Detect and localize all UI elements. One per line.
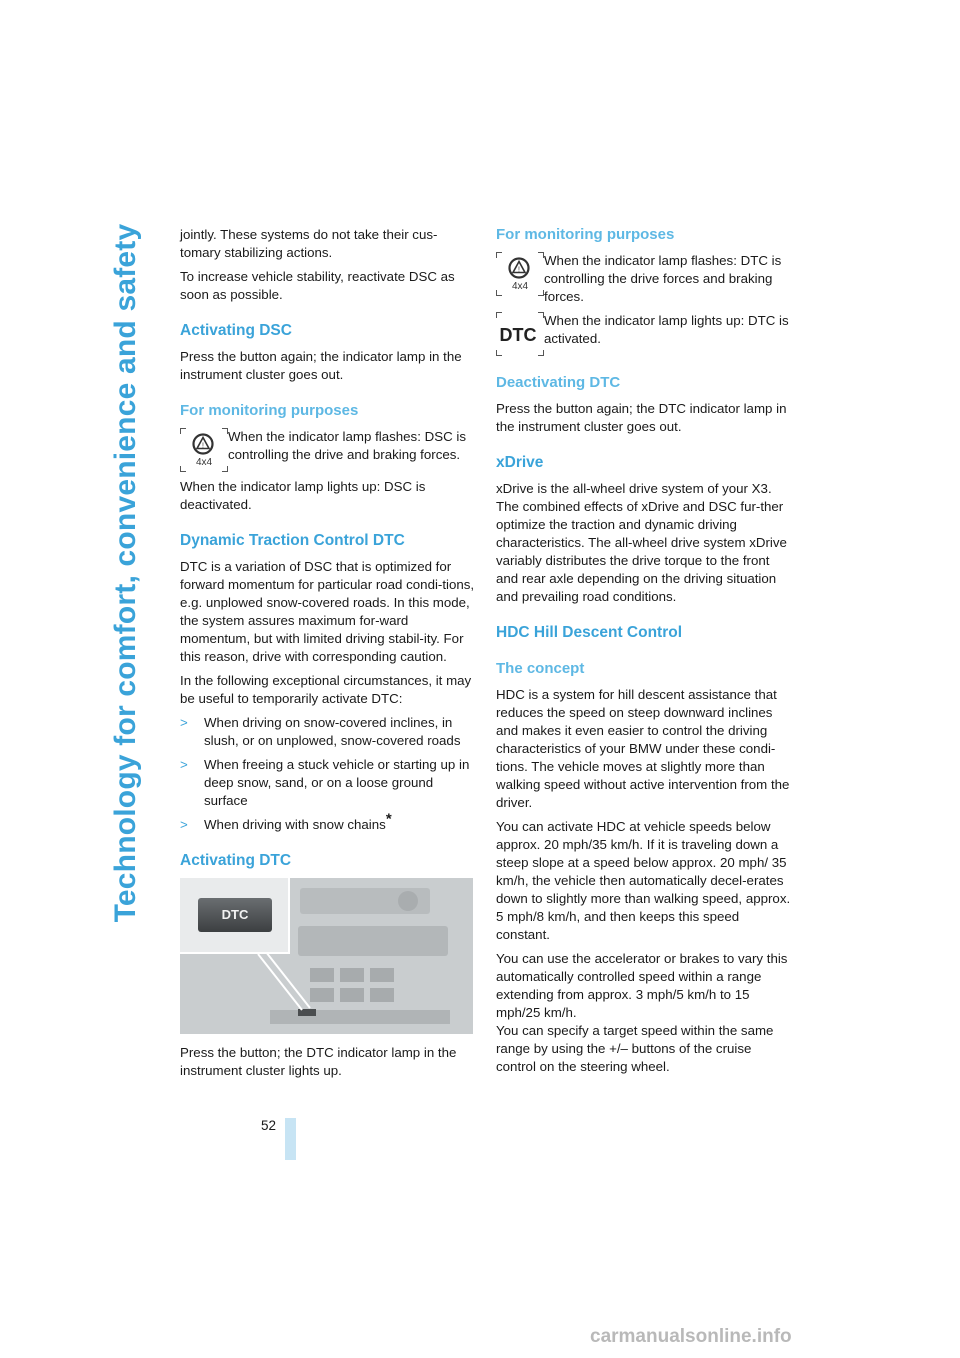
heading-hdc: HDC Hill Descent Control: [496, 624, 683, 641]
svg-text:!: !: [518, 266, 520, 274]
bullet-marker: >: [180, 757, 188, 772]
bullet-text: When driving with snow chains: [204, 817, 386, 832]
bullet-text: When driving on snow-covered inclines, in slush, or on unplowed, snow-covered roads: [204, 715, 461, 748]
svg-text:4x4: 4x4: [511, 281, 529, 292]
dtc-on-text: When the indicator lamp lights up: DTC is activated.: [544, 313, 789, 346]
xdrive-text: xDrive is the all-wheel drive system of your X3. The combined effects of xDrive and DSC fur-ther optimize the traction and dynamic driving characteristics. The all-wheel drive system xDrive variably distributes the drive torque to the front and rear axle depending on the driving situation and prevailing road conditions.: [496, 481, 787, 604]
heading-activating-dtc: Activating DTC: [180, 852, 292, 869]
intro-paragraph-2: To increase vehicle stability, reactivate DSC as soon as possible.: [180, 269, 455, 302]
list-item: [180, 756, 478, 810]
heading-dtc: Dynamic Traction Control DTC: [180, 532, 405, 549]
hdc-paragraph-3: You can use the accelerator or brakes to vary this automatically controlled speed within a range extending from approx. 3 mph/5 km/h to 15 mph/25 km/h.: [496, 951, 788, 1020]
svg-text:4x4: 4x4: [195, 457, 213, 468]
dsc-flash-lamp-row: [180, 428, 478, 472]
side-title-text: Technology for comfort, convenience and safety: [109, 223, 142, 923]
dtc-flash-text: When the indicator lamp flashes: DTC is controlling the drive forces and braking forces.: [544, 253, 782, 304]
dtc-on-lamp-row: [496, 312, 794, 356]
svg-text:!: !: [202, 442, 204, 450]
heading-xdrive: xDrive: [496, 454, 544, 471]
dsc-on-text: When the indicator lamp lights up: DSC is deactivated.: [180, 479, 426, 512]
bullet-marker: >: [180, 715, 188, 730]
heading-monitoring-dsc: For monitoring purposes: [180, 402, 359, 419]
dtc-button-photo: [180, 878, 473, 1034]
list-item: [180, 714, 478, 750]
warning-4x4-icon: [180, 428, 228, 472]
hdc-paragraph-1: HDC is a system for hill descent assistance that reduces the speed on steep downward inclines and makes it even easier to control the driving characteristics of your BMW under these condi-tions. The vehicle moves at slightly more than walking speed without active intervention from the driver.: [496, 687, 790, 810]
activating-dtc-text: Press the button; the DTC indicator lamp in the instrument cluster lights up.: [180, 1045, 457, 1078]
intro-paragraph-1: jointly. These systems do not take their cus-tomary stabilizing actions.: [180, 227, 438, 260]
side-chapter-title: [96, 223, 156, 923]
right-column: [496, 226, 794, 1082]
svg-text:DTC: DTC: [499, 325, 537, 345]
optional-equipment-asterisk: *: [385, 810, 392, 828]
dtc-lamp-icon: [496, 312, 544, 356]
left-column: [180, 226, 478, 1086]
activating-dsc-text: Press the button again; the indicator lamp in the instrument cluster goes out.: [180, 349, 462, 382]
dtc-paragraph-1: DTC is a variation of DSC that is optimized for forward momentum for particular road condi-tions, e.g. unplowed snow-covered roads. In this mode, the system assures maximum for-ward momentum, but with limited driving stabil-ity. For this reason, drive with corresponding caution.: [180, 559, 475, 664]
hdc-paragraph-4: You can specify a target speed within the same range by using the +/– buttons of the cruise control on the steering wheel.: [496, 1023, 774, 1074]
site-watermark: carmanualsonline.info: [590, 1326, 792, 1347]
warning-4x4-icon: [496, 252, 544, 296]
heading-activating-dsc: Activating DSC: [180, 322, 292, 339]
page-tab-marker: [285, 1118, 296, 1160]
dtc-paragraph-2: In the following exceptional circumstances, it may be useful to temporarily activate DTC:: [180, 673, 472, 706]
photo-inset: [180, 878, 290, 954]
page-number: 52: [260, 1118, 276, 1133]
dtc-button-closeup: DTC: [198, 898, 272, 932]
list-item: [180, 810, 478, 834]
heading-monitoring-dtc: For monitoring purposes: [496, 226, 675, 243]
deactivating-dtc-text: Press the button again; the DTC indicator lamp in the instrument cluster goes out.: [496, 401, 787, 434]
hdc-paragraph-2: You can activate HDC at vehicle speeds below approx. 20 mph/35 km/h. If it is traveling down a steep slope at a speed below approx. 20 mph/ 35 km/h, the vehicle then automatically decel-erates down to slightly more than walking speed, approx. 5 mph/8 km/h, and then keeps this speed constant.: [496, 819, 791, 942]
heading-concept: The concept: [496, 660, 585, 677]
dsc-flash-text: When the indicator lamp flashes: DSC is controlling the drive and braking forces.: [228, 429, 466, 462]
heading-deactivating-dtc: Deactivating DTC: [496, 374, 621, 391]
bullet-marker: >: [180, 817, 188, 832]
bullet-text: When freeing a stuck vehicle or starting up in deep snow, sand, or on a loose ground surface: [204, 757, 470, 808]
dtc-flash-lamp-row: [496, 252, 794, 306]
